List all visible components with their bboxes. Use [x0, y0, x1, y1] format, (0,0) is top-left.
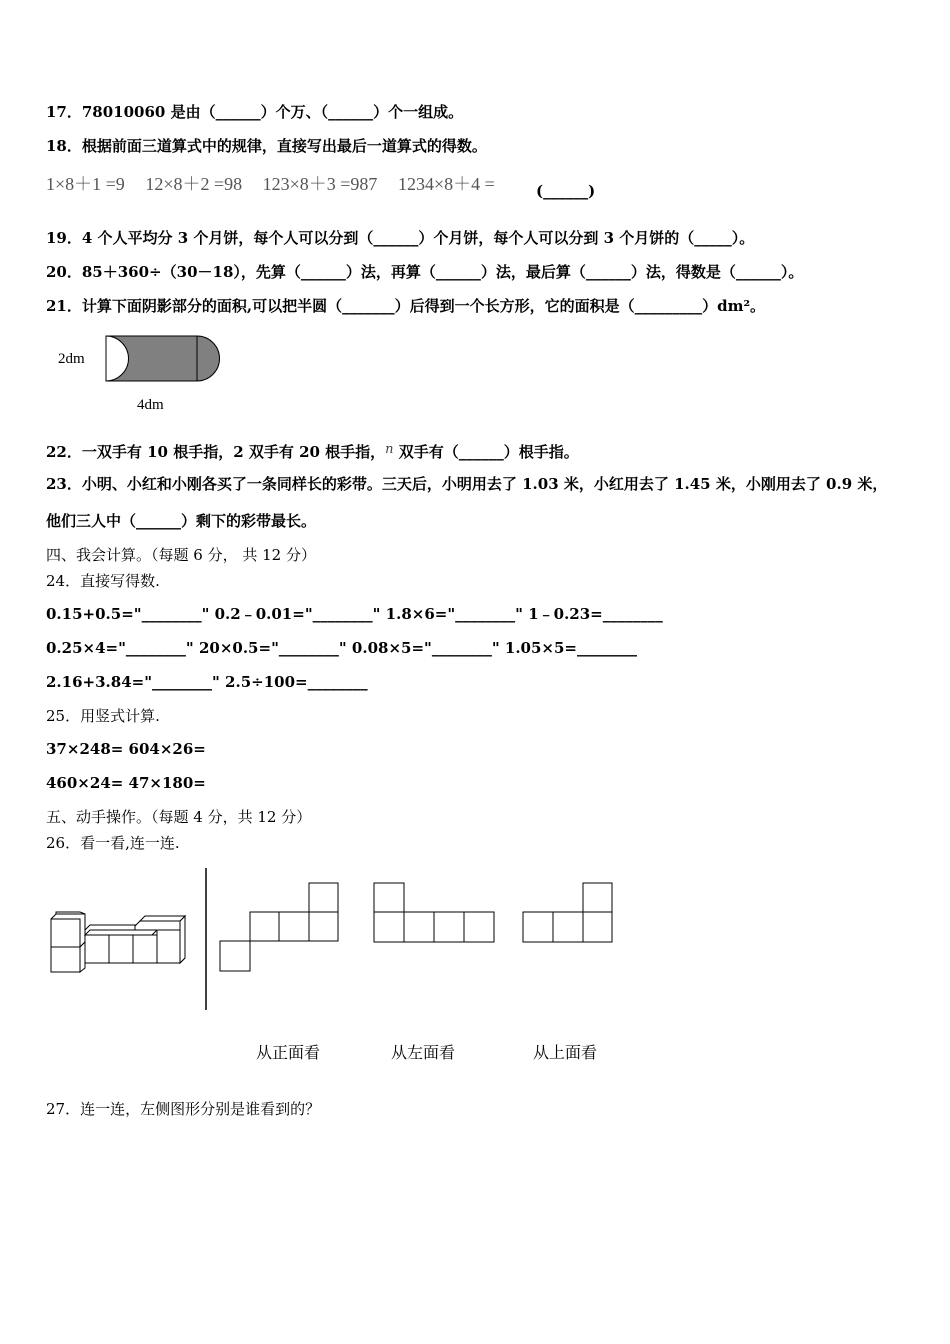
view-label-front: 从正面看	[256, 1043, 321, 1062]
formula-4: 1234×8＋4 =	[397, 174, 495, 194]
view-label-left: 从左面看	[391, 1043, 456, 1062]
view-b-grid	[374, 883, 494, 942]
q24-row-1: 0.15+0.5="________" 0.2﹣0.01="________" 1.8×6="________" 1﹣0.23=________	[46, 605, 663, 623]
q24-row-3: 2.16+3.84="________" 2.5÷100=________	[46, 673, 368, 691]
question-23-line1: 23．小明、小红和小刚各买了一条同样长的彩带。三天后，小明用去了 1.03 米，小红用去了 1.45 米，小刚用去了 0.9 米，	[46, 475, 888, 493]
question-19: 19．4 个人平均分 3 个月饼，每个人可以分到（______）个月饼，每个人可以分到 3 个月饼的（_____）。	[46, 229, 755, 247]
question-26: 26．看一看,连一连.	[46, 834, 180, 852]
right-semicircle	[197, 336, 220, 381]
q25-row-2: 460×24= 47×180=	[46, 774, 206, 792]
q22-variable-n: n	[385, 442, 394, 457]
q25-row-1: 37×248= 604×26=	[46, 740, 206, 758]
q22-part-a: 22．一双手有 10 根手指，2 双手有 20 根手指，	[46, 443, 386, 461]
q18-formulas	[46, 170, 511, 196]
width-label: 4dm	[137, 397, 164, 413]
view-a-grid	[220, 883, 338, 971]
section-4-title: 四、我会计算。（每题 6 分， 共 12 分）	[46, 546, 316, 564]
question-22	[46, 440, 579, 462]
formula-3: 123×8＋3 =987	[262, 174, 378, 194]
view-label-top: 从上面看	[533, 1043, 598, 1062]
q18-answer-blank: (______)	[536, 182, 596, 200]
question-17: 17．78010060 是由（______）个万、（______）个一组成。	[46, 103, 464, 121]
section-5-title: 五、动手操作。（每题 4 分，共 12 分）	[46, 808, 312, 826]
question-24: 24．直接写得数.	[46, 572, 160, 590]
shaded-area-figure	[40, 325, 240, 420]
formula-2: 12×8＋2 =98	[145, 174, 243, 194]
formula-1: 1×8＋1 =9	[46, 174, 125, 194]
question-18: 18．根据前面三道算式中的规律，直接写出最后一道算式的得数。	[46, 137, 487, 155]
view-c-grid	[523, 883, 612, 942]
q22-part-b: 双手有（______）根手指。	[393, 443, 579, 461]
question-21: 21．计算下面阴影部分的面积,可以把半圆（_______）后得到一个长方形，它的面积是（_________）dm²。	[46, 297, 766, 315]
q24-row-2: 0.25×4="________" 20×0.5="________" 0.08×5="________" 1.05×5=________	[46, 639, 637, 657]
question-27: 27．连一连，左侧图形分别是谁看到的？	[46, 1100, 321, 1118]
height-label: 2dm	[58, 351, 85, 367]
question-25: 25．用竖式计算.	[46, 707, 160, 725]
cube-views-figure	[40, 860, 640, 1020]
question-23-line2: 他们三人中（______）剩下的彩带最长。	[46, 512, 317, 530]
question-20: 20．85＋360÷（30－18），先算（______）法，再算（______）法，最后算（______）法，得数是（______）。	[46, 263, 804, 281]
cube-stack-3d	[51, 912, 185, 972]
